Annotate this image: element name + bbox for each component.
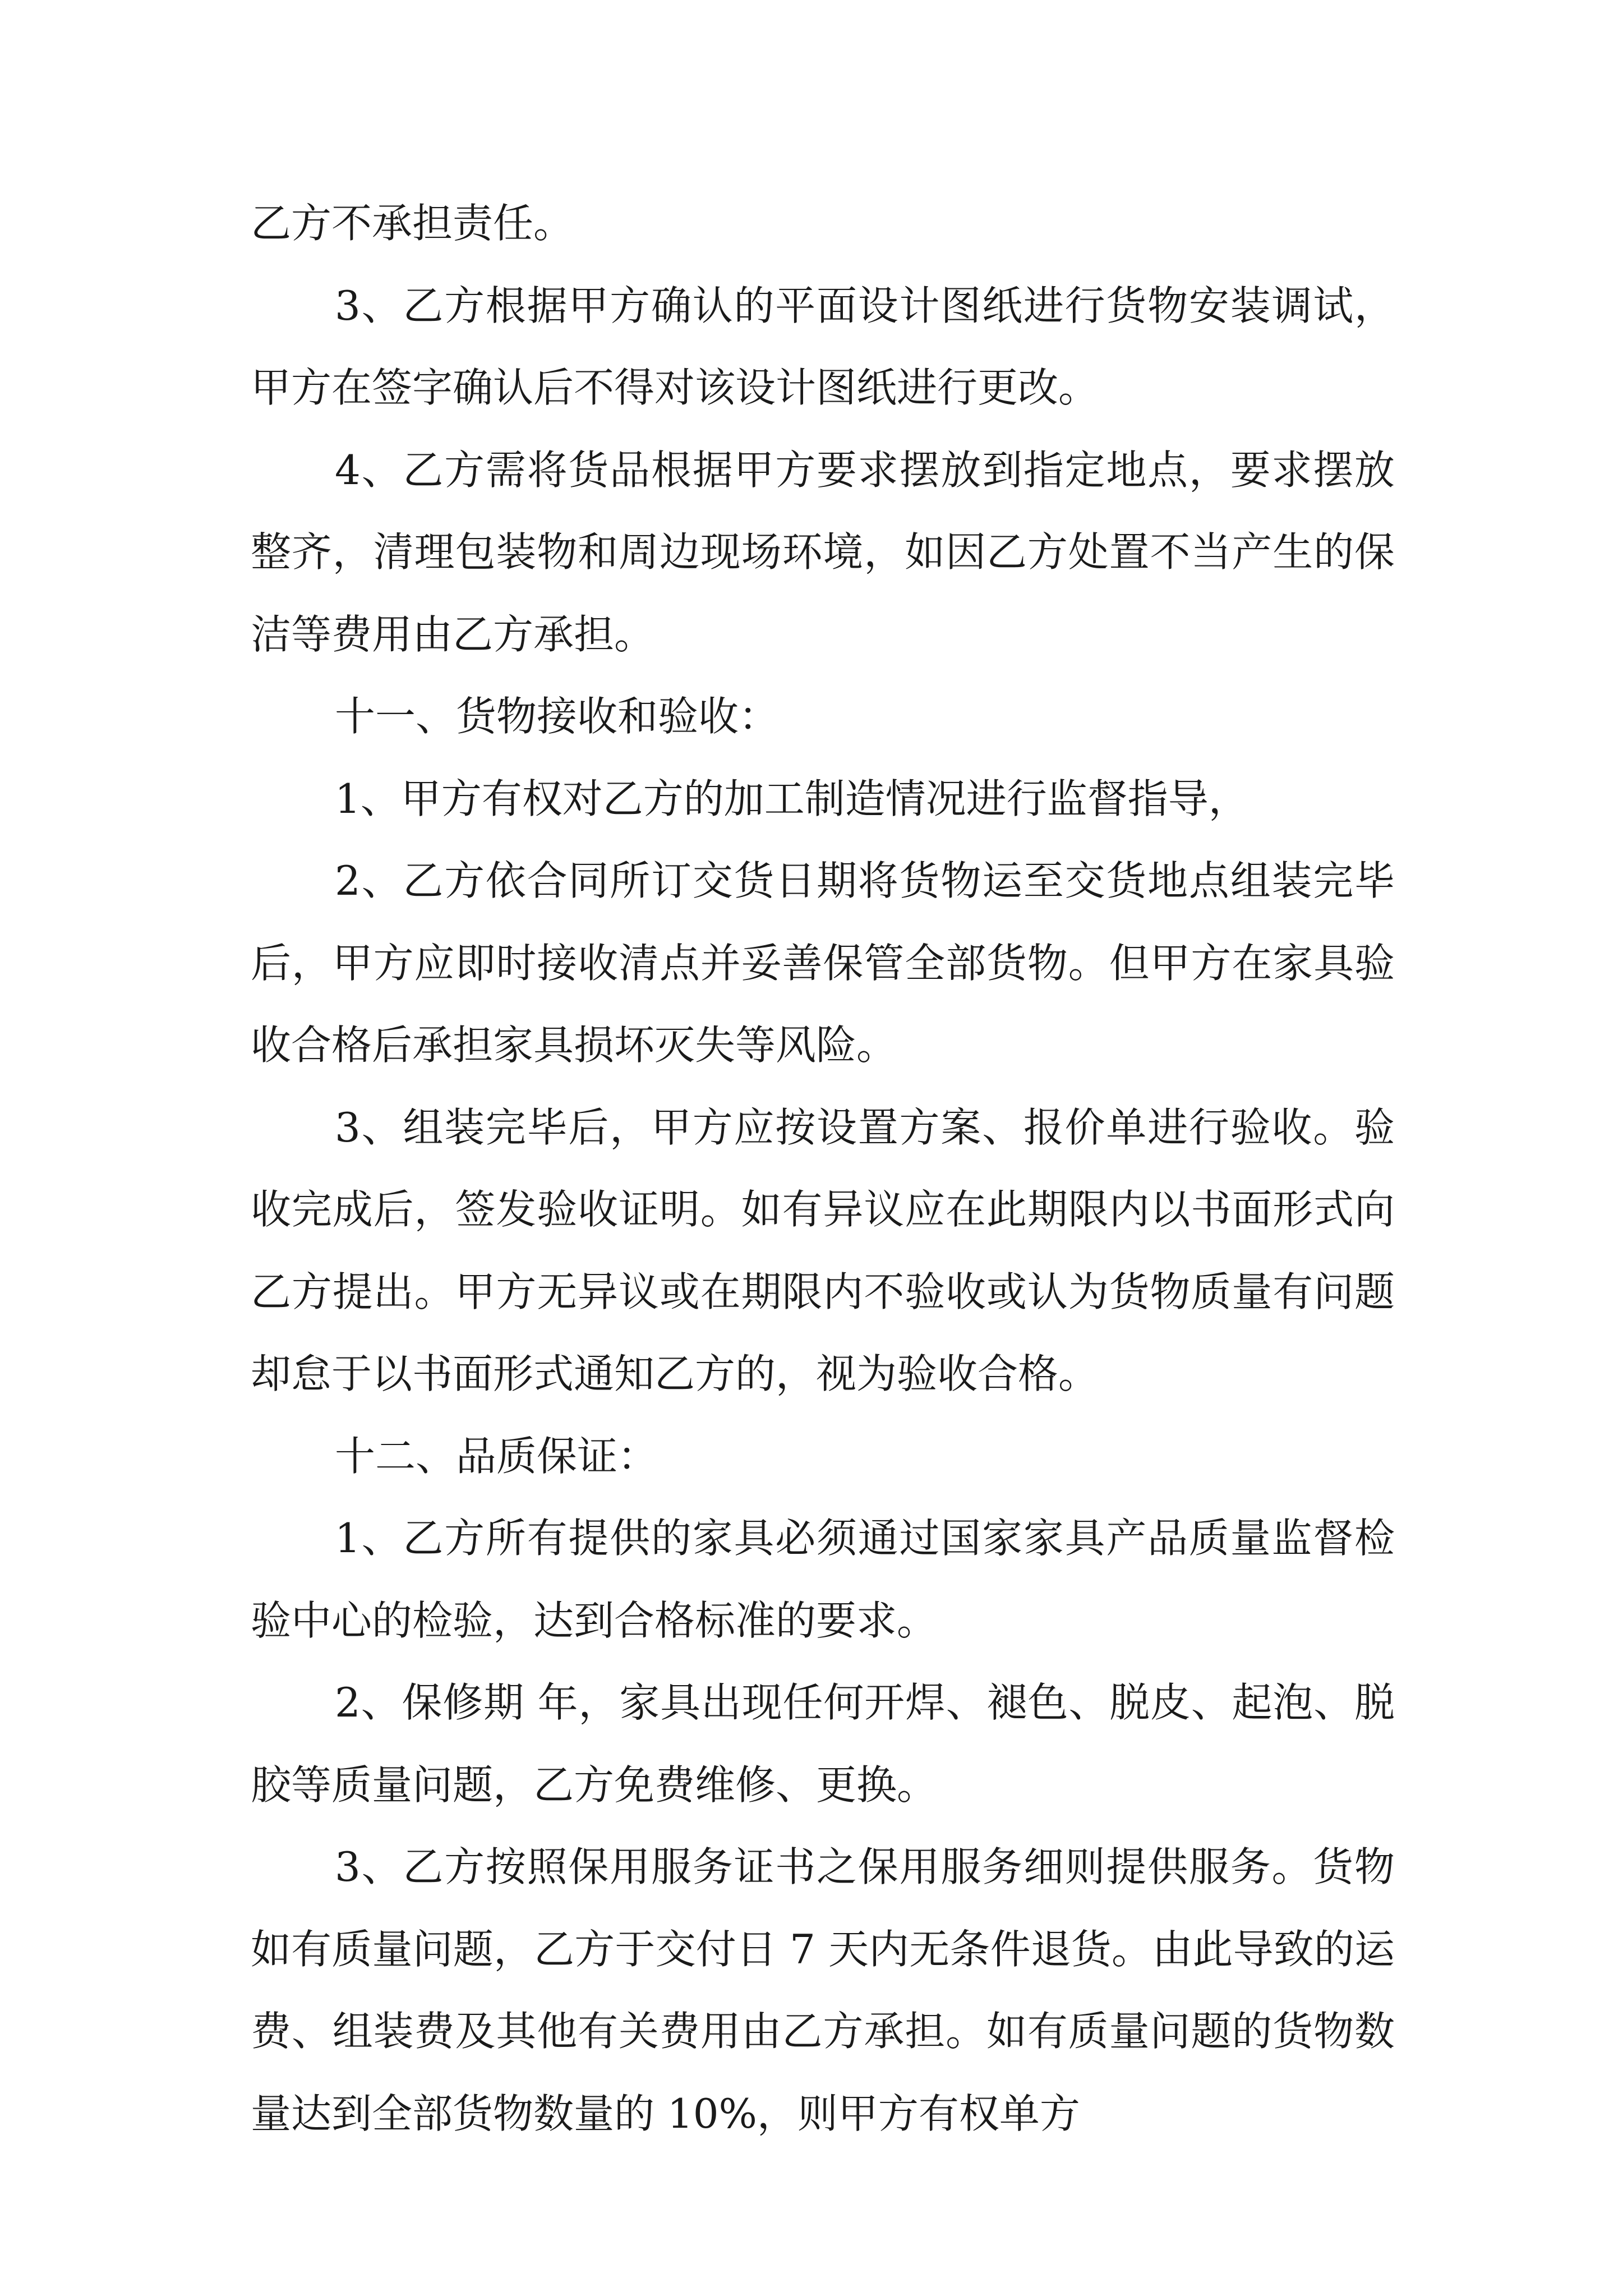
paragraph-1: 乙方不承担责任。 bbox=[251, 200, 574, 247]
paragraph-7: 3、组装完毕后，甲方应按设置方案、报价单进行验收。验收完成后，签发验收证明。如有异议应在此期限内以书面形式向乙方提出。甲方无异议或在期限内不验收或认为货物质量有问题却怠于以书面形式通知乙方的，视为验收合格。 bbox=[251, 1103, 1395, 1397]
paragraph-10: 2、保修期 年，家具出现任何开焊、褪色、脱皮、起泡、脱胶等质量问题，乙方免费维修、更换。 bbox=[251, 1679, 1395, 1809]
section-heading-11: 十一、货物接收和验收： bbox=[335, 693, 780, 740]
paragraph-2: 3、乙方根据甲方确认的平面设计图纸进行货物安装调试，甲方在签字确认后不得对该设计图纸进行更改。 bbox=[251, 282, 1395, 411]
document-body bbox=[251, 182, 1395, 2155]
section-heading-12: 十二、品质保证： bbox=[335, 1432, 658, 1480]
paragraph-11: 3、乙方按照保用服务证书之保用服务细则提供服务。货物如有质量问题，乙方于交付日 7 天内无条件退货。由此导致的运费、组装费及其他有关费用由乙方承担。如有质量问题的货物数量达到全部货物数量的 10%，则甲方有权单方 bbox=[251, 1843, 1395, 2137]
paragraph-9: 1、乙方所有提供的家具必须通过国家家具产品质量监督检验中心的检验，达到合格标准的要求。 bbox=[251, 1515, 1395, 1644]
paragraph-6: 2、乙方依合同所订交货日期将货物运至交货地点组装完毕后，甲方应即时接收清点并妥善保管全部货物。但甲方在家具验收合格后承担家具损坏灭失等风险。 bbox=[251, 857, 1395, 1069]
paragraph-5: 1、甲方有权对乙方的加工制造情况进行监督指导， bbox=[335, 775, 1249, 822]
paragraph-3: 4、乙方需将货品根据甲方要求摆放到指定地点，要求摆放整齐，清理包装物和周边现场环境，如因乙方处置不当产生的保洁等费用由乙方承担。 bbox=[251, 446, 1395, 658]
